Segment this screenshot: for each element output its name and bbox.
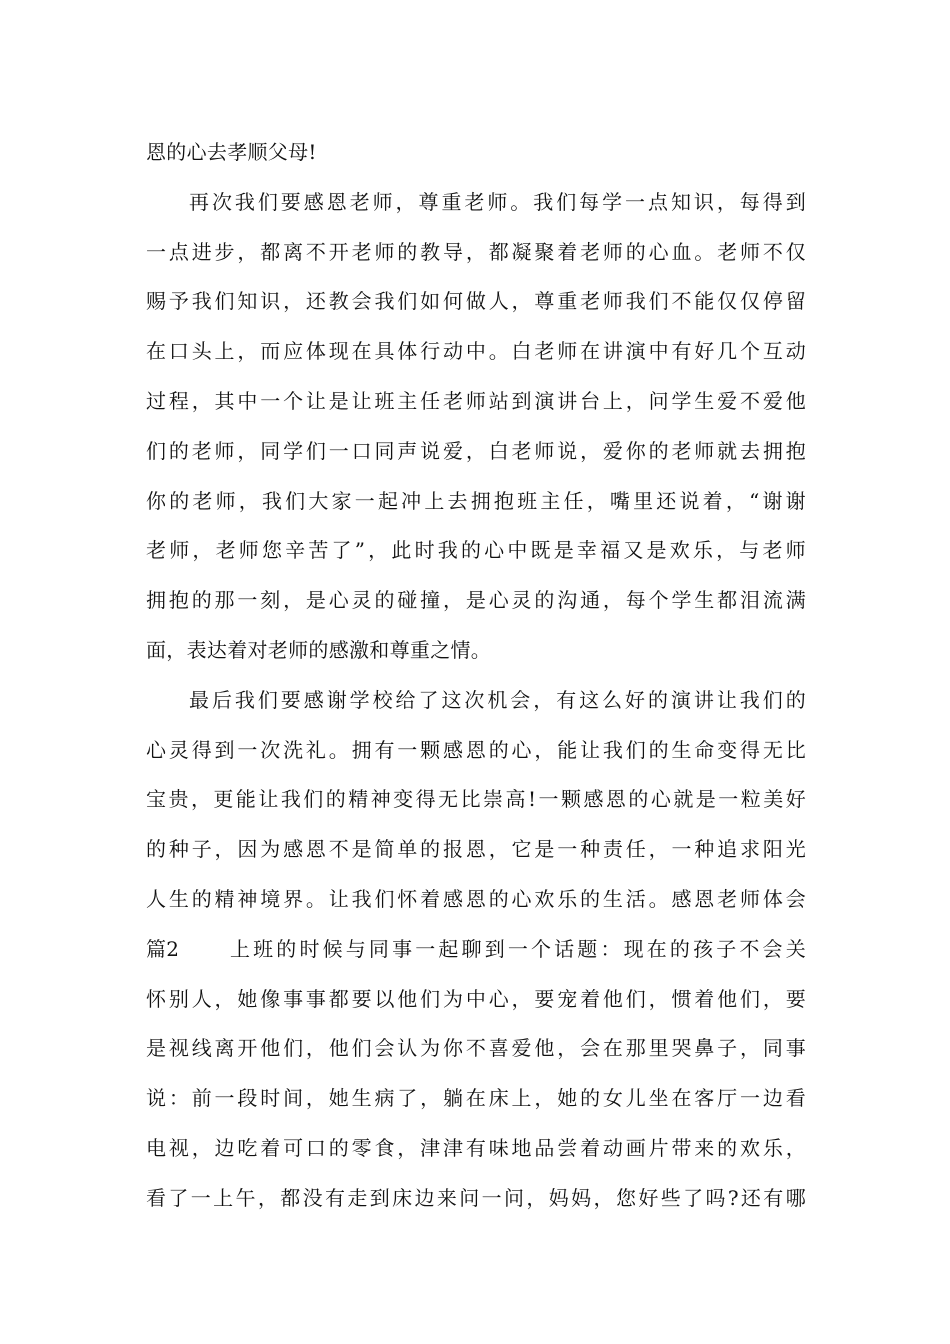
- text-line-8: 你的老师，我们大家一起冲上去拥抱班主任，嘴里还说着，“谢谢: [146, 488, 806, 513]
- text-line-16: 人生的精神境界。让我们怀着感恩的心欢乐的生活。感恩老师体会: [146, 886, 806, 911]
- text-line-18: 怀别人，她像事事都要以他们为中心，要宠着他们，惯着他们，要: [146, 986, 806, 1011]
- text-line-19: 是视线离开他们，他们会认为你不喜爱他，会在那里哭鼻子，同事: [146, 1036, 806, 1061]
- text-line-21: 电视，边吃着可口的零食，津津有味地品尝着动画片带来的欢乐，: [146, 1135, 806, 1160]
- text-line-13: 心灵得到一次洗礼。拥有一颗感恩的心，能让我们的生命变得无比: [146, 737, 806, 762]
- document-body: [146, 128, 806, 1224]
- text-line-15: 的种子，因为感恩不是简单的报恩，它是一种责任，一种追求阳光: [146, 837, 806, 862]
- text-line-1: 恩的心去孝顺父母!: [146, 140, 317, 164]
- text-line-3: 一点进步，都离不开老师的教导，都凝聚着老师的心血。老师不仅: [146, 239, 806, 264]
- text-line-20: 说：前一段时间，她生病了，躺在床上，她的女儿坐在客厅一边看: [146, 1086, 806, 1111]
- text-line-6: 过程，其中一个让是让班主任老师站到演讲台上，问学生爱不爱他: [146, 388, 806, 413]
- text-line-10: 拥抱的那一刻，是心灵的碰撞，是心灵的沟通，每个学生都泪流满: [146, 588, 806, 613]
- text-line-14: 宝贵，更能让我们的精神变得无比崇高!一颗感恩的心就是一粒美好: [146, 787, 806, 812]
- text-line-11: 面，表达着对老师的感激和尊重之情。: [146, 637, 492, 662]
- text-line-17-body: 上班的时候与同事一起聊到一个话题：现在的孩子不会关: [230, 936, 806, 961]
- text-line-2: 再次我们要感恩老师，尊重老师。我们每学一点知识，每得到: [189, 189, 806, 214]
- text-line-22: 看了一上午，都没有走到床边来问一问，妈妈，您好些了吗?还有哪: [146, 1185, 806, 1210]
- text-line-7: 们的老师，同学们一口同声说爱，白老师说，爱你的老师就去拥抱: [146, 438, 806, 463]
- text-line-5: 在口头上，而应体现在具体行动中。白老师在讲演中有好几个互动: [146, 339, 806, 364]
- text-line-12: 最后我们要感谢学校给了这次机会，有这么好的演讲让我们的: [189, 687, 806, 712]
- text-line-4: 赐予我们知识，还教会我们如何做人，尊重老师我们不能仅仅停留: [146, 289, 806, 314]
- text-line-9: 老师，老师您辛苦了”，此时我的心中既是幸福又是欢乐，与老师: [146, 538, 806, 563]
- text-line-17: [146, 925, 806, 975]
- section-label: 篇2: [146, 936, 180, 961]
